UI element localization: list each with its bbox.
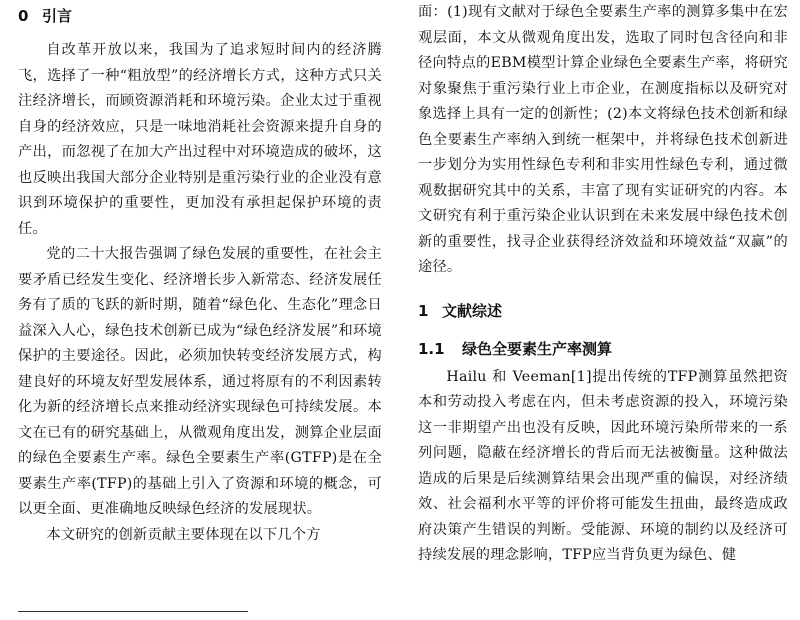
section-number: 0	[18, 7, 29, 25]
subsection-title: 绿色全要素生产率测算	[462, 339, 613, 358]
section-heading-introduction	[18, 0, 382, 32]
section-title: 引言	[42, 7, 73, 25]
subsection-number: 1.1	[418, 339, 445, 358]
footnote-divider	[18, 611, 248, 612]
contribution-paragraph: 面：(1)现有文献对于绿色全要素生产率的测算多集中在宏观层面，本文从微观角度出发，选取了同时包含径向和非径向特点的EBM模型计算企业绿色全要素生产率，将研究对象聚焦于重污染行业上市企业，在测度指标以及研究对象选择上具有一定的创新性；(2)本文将绿色技术创新和绿色全要素生产率纳入到统一框架中，并将绿色技术创新进一步划分为实用性绿色专利和非实用性绿色专利，通过微观数据研究其中的关系，丰富了现有实证研究的内容。本文研究有利于重污染企业认识到在未来发展中绿色技术创新的重要性，找寻企业获得经济效益和环境效益“双赢”的途径。	[418, 4, 788, 275]
section-number: 1	[418, 301, 429, 320]
section-heading-literature-review	[418, 295, 788, 327]
right-column	[418, 0, 788, 569]
subsection-heading-gtfp-measurement	[418, 333, 788, 365]
intro-paragraph-2: 党的二十大报告强调了绿色发展的重要性，在社会主要矛盾已经发生变化、经济增长步入新常态、经济发展任务有了质的飞跃的新时期，随着“绿色化、生态化”理念日益深入人心，绿色技术创新已成为“绿色经济发展”和环境保护的主要途径。因此，必须加快转变经济发展方式，构建良好的环境友好型发展体系，通过将原有的不利因素转化为新的经济增长点来推动经济实现绿色可持续发展。本文在已有的研究基础上，从微观角度出发，测算企业层面的绿色全要素生产率。绿色全要素生产率(GTFP)是在全要素生产率(TFP)的基础上引入了资源和环境的概念，可以更全面、更准确地反映绿色经济的发展现状。	[18, 246, 382, 517]
literature-paragraph: Hailu 和 Veeman[1]提出传统的TFP测算虽然把资本和劳动投入考虑在内，但未考虑资源的投入，环境污染这一非期望产出也没有反映，因此环境污染所带来的一系列问题，隐蔽在经济增长的背后而无法被衡量。这种做法造成的后果是后续测算结果会出现严重的偏误，对经济绩效、社会福利水平等的评价将可能发生扭曲，最终造成政府决策产生错误的判断。受能源、环境的制约以及经济可持续发展的理念影响，TFP应当背负更为绿色、健	[418, 368, 788, 563]
left-column	[18, 0, 382, 548]
intro-paragraph-3: 本文研究的创新贡献主要体现在以下几个方	[46, 526, 321, 543]
intro-paragraph-1: 自改革开放以来，我国为了追求短时间内的经济腾飞，选择了一种“粗放型”的经济增长方式，这种方式只关注经济增长，而顾资源消耗和环境污染。企业太过于重视自身的经济效应，只是一味地消耗社会资源来提升自身的产出，而忽视了在加大产出过程中对环境造成的破坏，这也反映出我国大部分企业特别是重污染行业的企业没有意识到环境保护的重要性，更加没有承担起保护环境的责任。	[18, 42, 382, 237]
section-title: 文献综述	[442, 301, 503, 320]
